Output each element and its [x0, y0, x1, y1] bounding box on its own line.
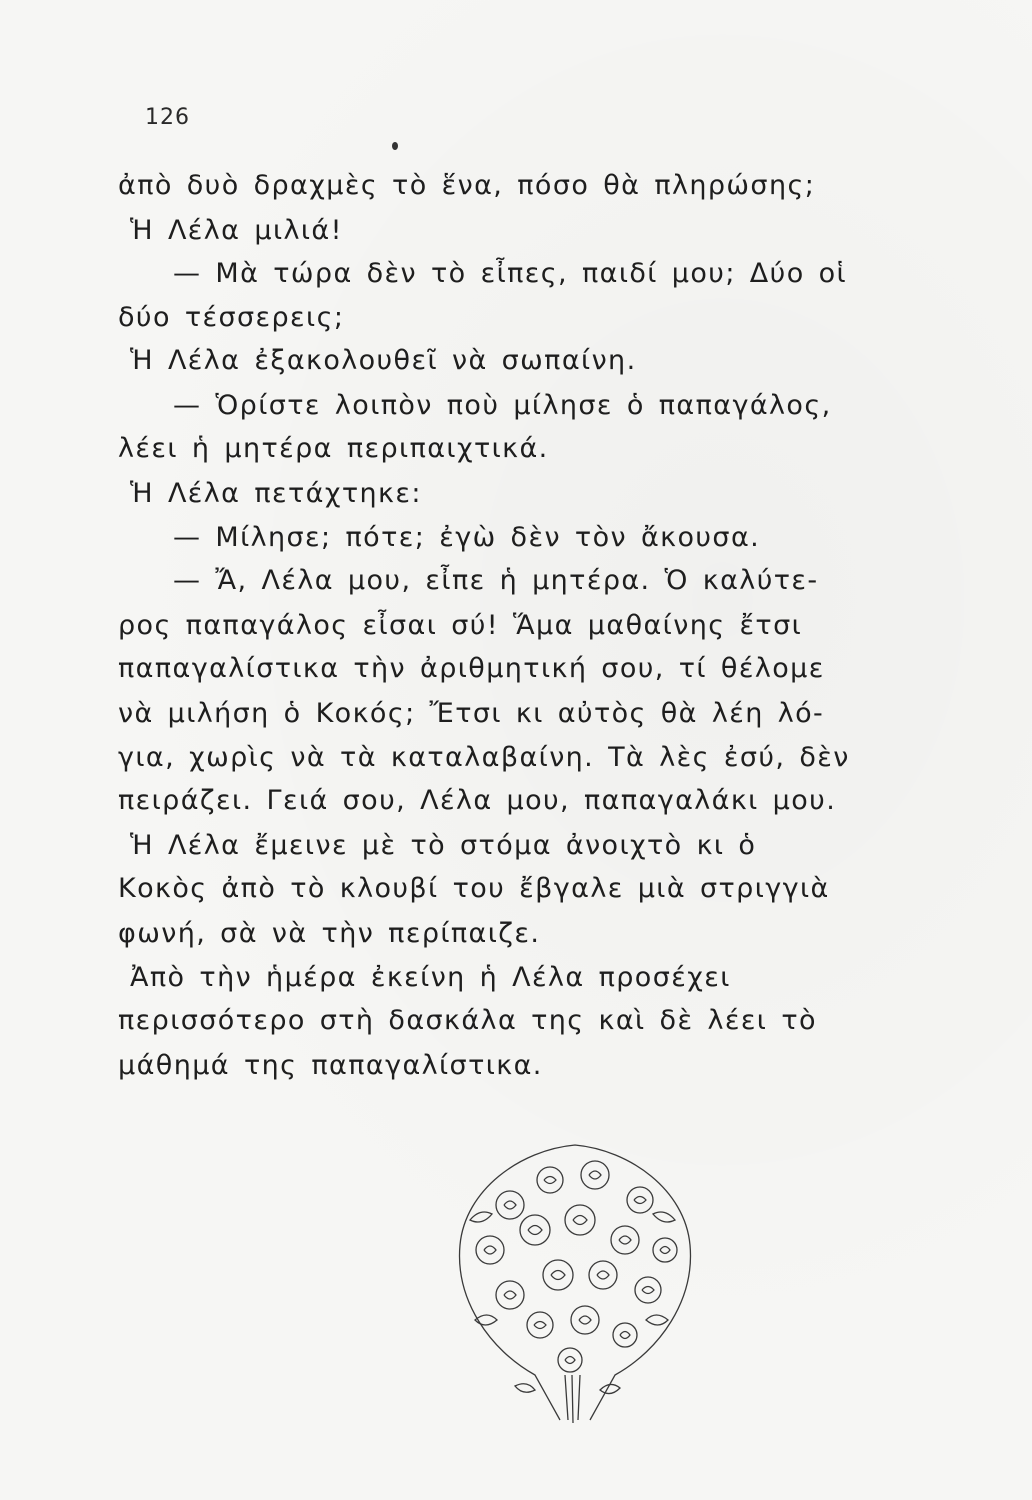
text-line: μάθημά της παπαγαλίστικα. [118, 1050, 543, 1081]
page-number: 126 [145, 105, 190, 130]
text-line: — Μὰ τώρα δὲν τὸ εἶπες, παιδί μου; Δύο οἱ [173, 258, 848, 289]
text-line: — Ὁρίστε λοιπὸν ποὺ μίλησε ὁ παπαγάλος, [173, 390, 832, 421]
text-line: λέει ἡ μητέρα περιπαιχτικά. [118, 433, 549, 464]
ink-speck [392, 142, 398, 150]
text-line: φωνή, σὰ νὰ τὴν περίπαιζε. [118, 918, 541, 949]
text-line: δύο τέσσερεις; [118, 302, 345, 333]
text-line: — Ἄ, Λέλα μου, εἶπε ἡ μητέρα. Ὁ καλύτε- [173, 565, 819, 596]
text-line: για, χωρὶς νὰ τὰ καταλαβαίνη. Τὰ λὲς ἐσύ, δὲν [118, 742, 850, 773]
text-line: νὰ μιλήση ὁ Κοκός; Ἔτσι κι αὐτὸς θὰ λέη λό- [118, 698, 825, 729]
text-line: ρος παπαγάλος εἶσαι σύ! Ἅμα μαθαίνης ἔτσι [118, 610, 803, 641]
text-line: Ἡ Λέλα μιλιά! [130, 215, 343, 246]
text-line: πειράζει. Γειά σου, Λέλα μου, παπαγαλάκι μου. [118, 785, 837, 816]
text-line: περισσότερο στὴ δασκάλα της καὶ δὲ λέει τὸ [118, 1005, 817, 1036]
floral-bouquet-icon [440, 1135, 710, 1425]
text-line: παπαγαλίστικα τὴν ἀριθμητική σου, τί θέλομε [118, 653, 825, 684]
text-line: — Μίλησε; πότε; ἐγὼ δὲν τὸν ἄκουσα. [173, 522, 761, 553]
text-line: Ἡ Λέλα ἐξακολουθεῖ νὰ σωπαίνη. [130, 345, 637, 376]
text-line: Ἡ Λέλα πετάχτηκε: [130, 478, 422, 509]
text-line: Ἡ Λέλα ἔμεινε μὲ τὸ στόμα ἀνοιχτὸ κι ὁ [130, 830, 757, 861]
text-line: ἀπὸ δυὸ δραχμὲς τὸ ἕνα, πόσο θὰ πληρώσης; [118, 170, 816, 201]
text-line: Κοκὸς ἀπὸ τὸ κλουβί του ἔβγαλε μιὰ στριγγιὰ [118, 873, 830, 904]
text-line: Ἀπὸ τὴν ἡμέρα ἐκείνη ἡ Λέλα προσέχει [130, 962, 731, 993]
